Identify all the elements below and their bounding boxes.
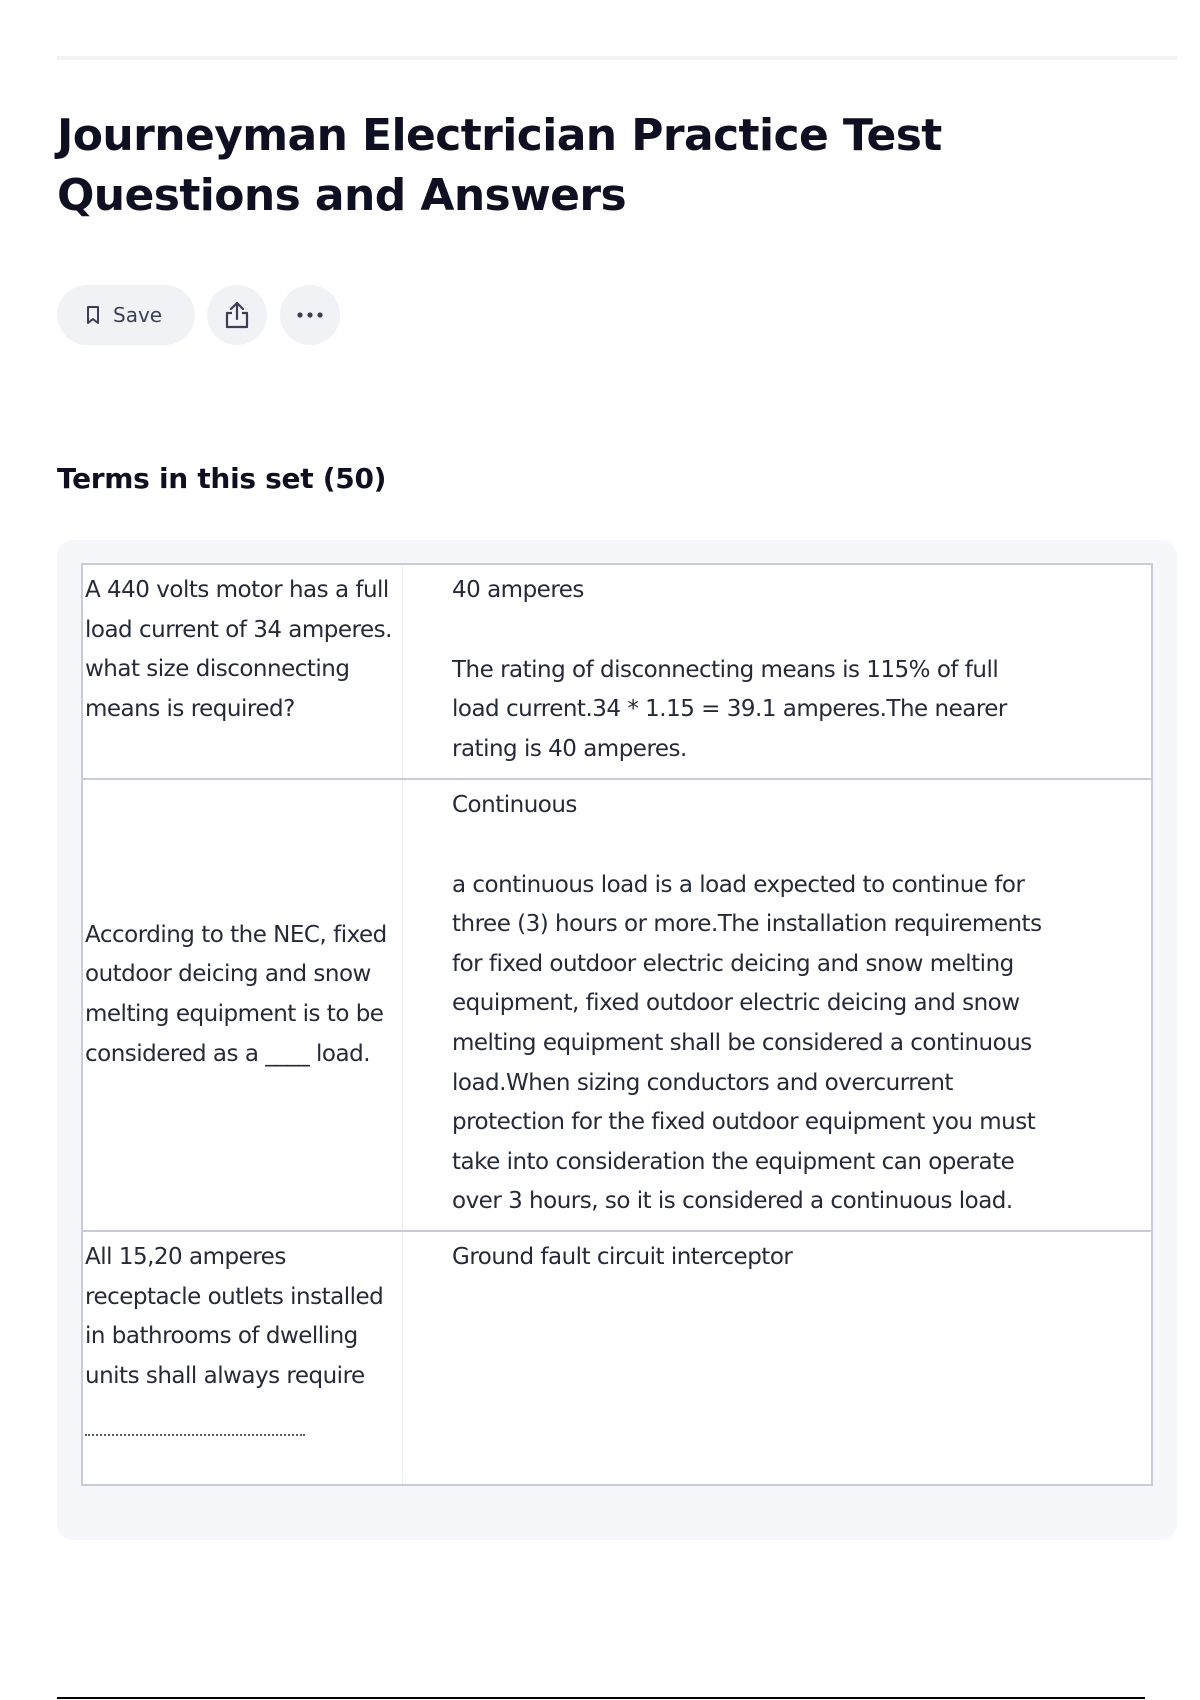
terms-heading: Terms in this set (50) (57, 462, 387, 495)
page-title: Journeyman Electrician Practice Test Questions and Answers (57, 110, 942, 221)
definition-cell (403, 1232, 1151, 1484)
answer-text: Ground fault circuit interceptor (452, 1244, 793, 1270)
share-button[interactable] (207, 285, 267, 345)
share-icon (223, 300, 251, 330)
bottom-divider (57, 1697, 1145, 1699)
definition-cell (403, 780, 1151, 1230)
term-text: According to the NEC, fixed outdoor deicing and snow melting equipment is to be considered as a ____ load. (85, 921, 387, 1067)
action-bar (57, 285, 340, 345)
term-cell (83, 1232, 403, 1484)
term-cell (83, 565, 403, 778)
term-cell (83, 780, 403, 1230)
top-divider (57, 56, 1177, 60)
term-text: All 15,20 amperes receptacle outlets installed in bathrooms of dwelling units shall always require (85, 1244, 384, 1389)
save-button-label: Save (113, 303, 163, 327)
table-row (83, 1232, 1151, 1486)
table-row (83, 780, 1151, 1232)
bookmark-icon (85, 305, 101, 325)
terms-table (81, 563, 1153, 1486)
explanation-text: The rating of disconnecting means is 115% of full load current.34 * 1.15 = 39.1 amperes.The nearer rating is 40 amperes. (452, 656, 1007, 762)
more-icon (295, 311, 325, 319)
explanation-text: a continuous load is a load expected to continue for three (3) hours or more.The installation requirements for fixed outdoor electric deicing and snow melting equipment, fixed outdoor electric deicing and snow melting equipment shall be considered a continuous load.When sizing conductors and overcurrent protection for the fixed outdoor equipment you must take into consideration the equipment can operate over 3 hours, so it is considered a continuous load. (452, 871, 1042, 1215)
answer-text: Continuous (452, 792, 577, 818)
more-options-button[interactable] (280, 285, 340, 345)
table-row (83, 565, 1151, 780)
blank-line (85, 1434, 305, 1436)
answer-text: 40 amperes (452, 577, 584, 603)
save-button[interactable] (57, 285, 195, 345)
definition-cell (403, 565, 1151, 778)
term-text: A 440 volts motor has a full load current of 34 amperes. what size disconnecting means is required? (85, 577, 392, 722)
